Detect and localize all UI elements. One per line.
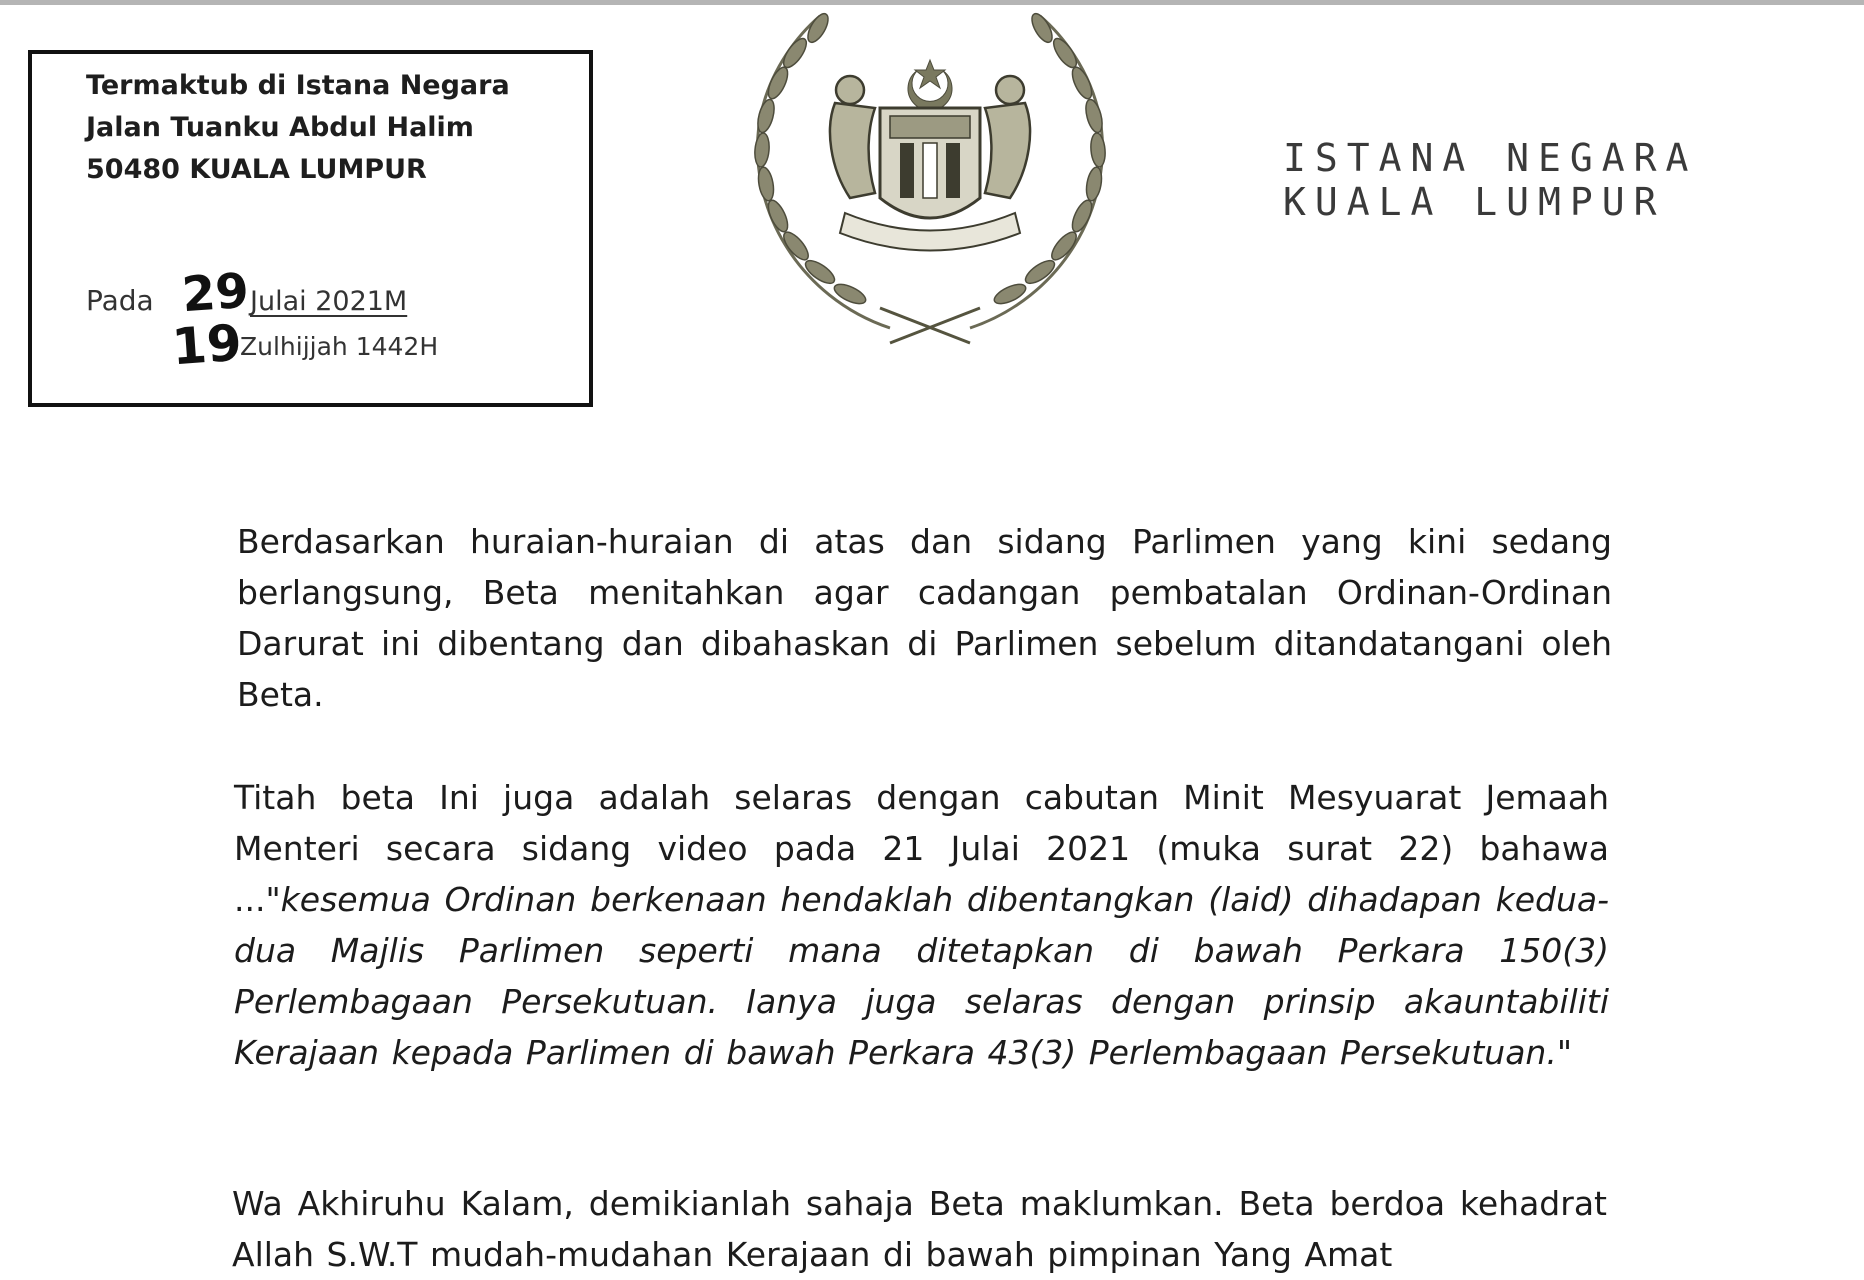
handwritten-day-m: 29: [180, 262, 251, 324]
address-line-2: Jalan Tuanku Abdul Halim: [86, 112, 474, 143]
date-gregorian: Julai 2021M: [250, 286, 408, 317]
address-line-3: 50480 KUALA LUMPUR: [86, 154, 427, 185]
address-line-1: Termaktub di Istana Negara: [86, 70, 510, 101]
top-edge-line: [0, 0, 1864, 5]
paragraph-2-quote: kesemua Ordinan berkenaan hendaklah dibentangkan (laid) dihadapan kedua-dua Majlis Parlimen seperti mana ditetapkan di bawah Perkara 150(3) Perlembagaan Persekutuan. Ianya juga selaras dengan prinsip akauntabiliti Kerajaan kepada Parlimen di bawah Perkara 43(3) Perlembagaan Persekutuan.": [234, 880, 1609, 1072]
malaysia-coat-of-arms-emblem: [740, 8, 1120, 348]
paragraph-2: [234, 772, 1609, 1078]
paragraph-1: Berdasarkan huraian-huraian di atas dan sidang Parlimen yang kini sedang berlangsung, Beta menitahkan agar cadangan pembatalan Ordinan-Ordinan Darurat ini dibentang dan dibahaskan di Parlimen sebelum ditandatangani oleh Beta.: [237, 522, 1612, 714]
pada-label: Pada: [86, 284, 154, 317]
palace-title-line-1: ISTANA NEGARA: [1283, 136, 1698, 180]
palace-title-line-2: KUALA LUMPUR: [1283, 180, 1666, 224]
paragraph-3: Wa Akhiruhu Kalam, demikianlah sahaja Beta maklumkan. Beta berdoa kehadrat Allah S.W.T mudah-mudahan Kerajaan di bawah pimpinan Yang Amat: [232, 1184, 1607, 1274]
date-hijri: Zulhijjah 1442H: [240, 332, 439, 361]
address-box: [28, 50, 593, 407]
handwritten-day-h: 19: [170, 313, 244, 377]
paragraph-2-plain: Titah beta Ini juga adalah selaras dengan cabutan Minit Mesyuarat Jemaah Menteri secara sidang video pada 21 Julai 2021 (muka surat 22) bahawa ...": [234, 778, 1609, 919]
